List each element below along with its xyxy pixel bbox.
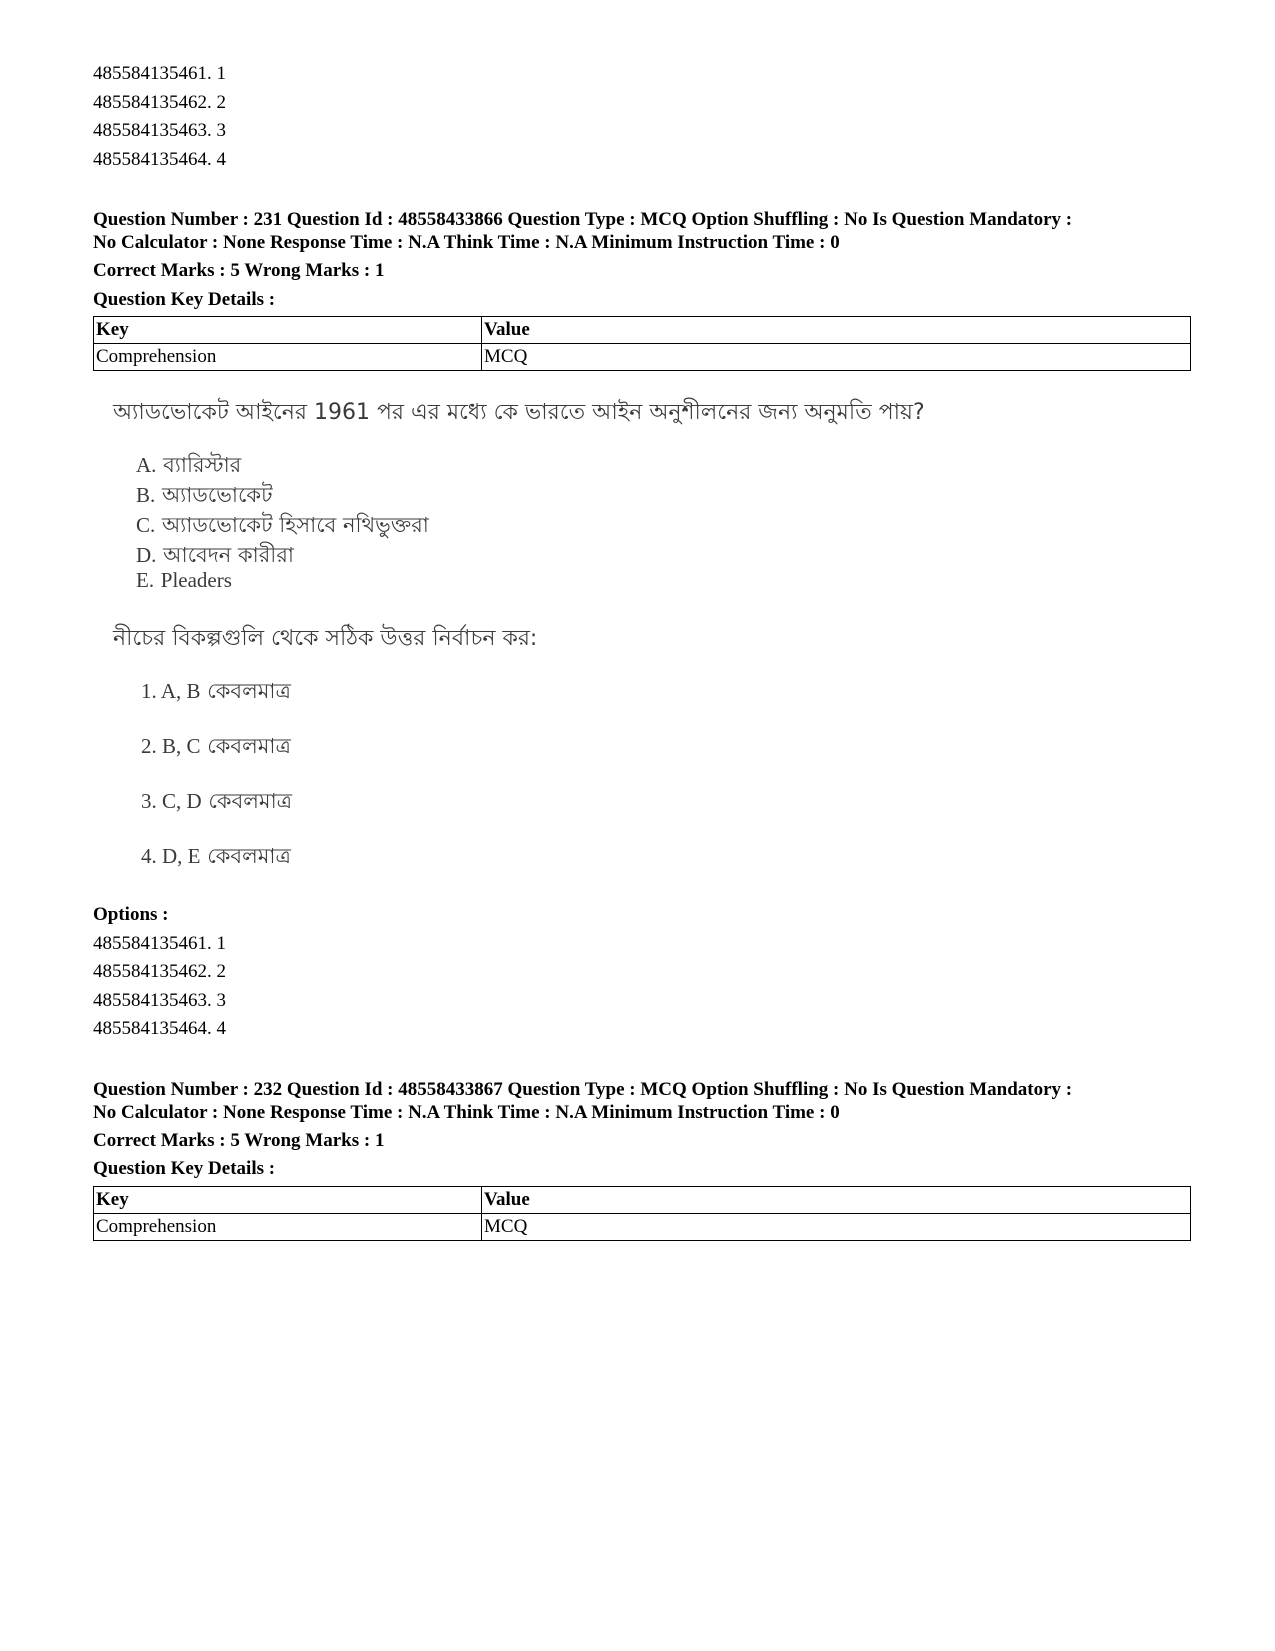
- statement-e: [136, 568, 232, 593]
- choice-label: 4. D, E: [141, 844, 201, 868]
- option-line: 485584135461. 1: [93, 63, 226, 84]
- document-page: [93, 60, 1193, 1241]
- question-stem: অ্যাডভোকেট আইনের 1961 পর এর মধ্যে কে ভারতে আইন অনুশীলনের জন্য অনুমতি পায়?: [113, 400, 925, 425]
- table-header-key: Key: [94, 317, 482, 344]
- statement-text: ব্যারিস্টার: [163, 453, 242, 477]
- question-key-table: [93, 316, 1191, 371]
- choice-text: কেবলমাত্র: [207, 679, 291, 703]
- choice-text: কেবলমাত্র: [208, 789, 293, 813]
- table-row: [94, 344, 1191, 371]
- answer-choice-1: [141, 675, 291, 710]
- question-key-table: [93, 1186, 1191, 1241]
- table-cell-value: MCQ: [482, 1213, 1191, 1240]
- question-marks: Correct Marks : 5 Wrong Marks : 1: [93, 1129, 385, 1151]
- choice-label: 2. B, C: [141, 734, 201, 758]
- table-header-value: Value: [482, 317, 1191, 344]
- options-list: [93, 930, 1193, 1044]
- answer-choice-2: [141, 730, 291, 765]
- question-meta-line: Question Number : 231 Question Id : 48558433866 Question Type : MCQ Option Shuffling : No Is Question Mandatory :: [93, 209, 1073, 230]
- question-meta-line: Question Number : 232 Question Id : 48558433867 Question Type : MCQ Option Shuffling : No Is Question Mandatory :: [93, 1078, 1073, 1100]
- statement-label: C.: [136, 513, 156, 537]
- question-meta-line: No Calculator : None Response Time : N.A Think Time : N.A Minimum Instruction Time : 0: [93, 232, 840, 253]
- choice-label: 3. C, D: [141, 789, 202, 813]
- option-line: 485584135462. 2: [93, 961, 226, 982]
- option-line: 485584135464. 4: [93, 1018, 226, 1039]
- option-line: 485584135462. 2: [93, 91, 226, 113]
- statement-label: B.: [136, 483, 156, 507]
- previous-options-list: [93, 60, 1193, 174]
- key-details-label: Question Key Details :: [93, 1158, 276, 1179]
- answer-choice-4: [141, 840, 291, 875]
- statement-text: অ্যাডভোকেট: [161, 483, 273, 507]
- table-header-row: [94, 317, 1191, 344]
- choice-text: কেবলমাত্র: [207, 734, 291, 758]
- table-header-row: [94, 1186, 1191, 1213]
- table-header-value: Value: [482, 1186, 1191, 1213]
- choice-text: কেবলমাত্র: [207, 844, 291, 868]
- statement-label: D.: [136, 543, 157, 567]
- option-line: 485584135463. 3: [93, 989, 226, 1011]
- options-label: Options :: [93, 904, 169, 925]
- statement-text: আবেদন কারীরা: [163, 543, 294, 567]
- option-line: 485584135464. 4: [93, 148, 226, 170]
- question-marks: Correct Marks : 5 Wrong Marks : 1: [93, 260, 385, 281]
- question-meta-line: No Calculator : None Response Time : N.A Think Time : N.A Minimum Instruction Time : 0: [93, 1101, 840, 1123]
- table-cell-value: MCQ: [482, 344, 1191, 371]
- option-line: 485584135463. 3: [93, 120, 226, 141]
- table-row: [94, 1213, 1191, 1240]
- key-details-label: Question Key Details :: [93, 288, 276, 310]
- question-231: [93, 208, 1193, 1044]
- answer-choice-3: [141, 785, 292, 820]
- question-image: [93, 371, 1193, 901]
- choice-label: 1. A, B: [141, 679, 201, 703]
- table-header-key: Key: [94, 1186, 482, 1213]
- statement-text: Pleaders: [160, 568, 232, 592]
- question-232: [93, 1078, 1193, 1241]
- answer-instruction: নীচের বিকল্পগুলি থেকে সঠিক উত্তর নির্বাচন কর:: [113, 626, 538, 651]
- statement-label: E.: [136, 568, 155, 592]
- table-cell-key: Comprehension: [94, 1213, 482, 1240]
- statement-label: A.: [136, 453, 157, 477]
- statement-text: অ্যাডভোকেট হিসাবে নথিভুক্তরা: [161, 513, 429, 537]
- option-line: 485584135461. 1: [93, 932, 226, 954]
- table-cell-key: Comprehension: [94, 344, 482, 371]
